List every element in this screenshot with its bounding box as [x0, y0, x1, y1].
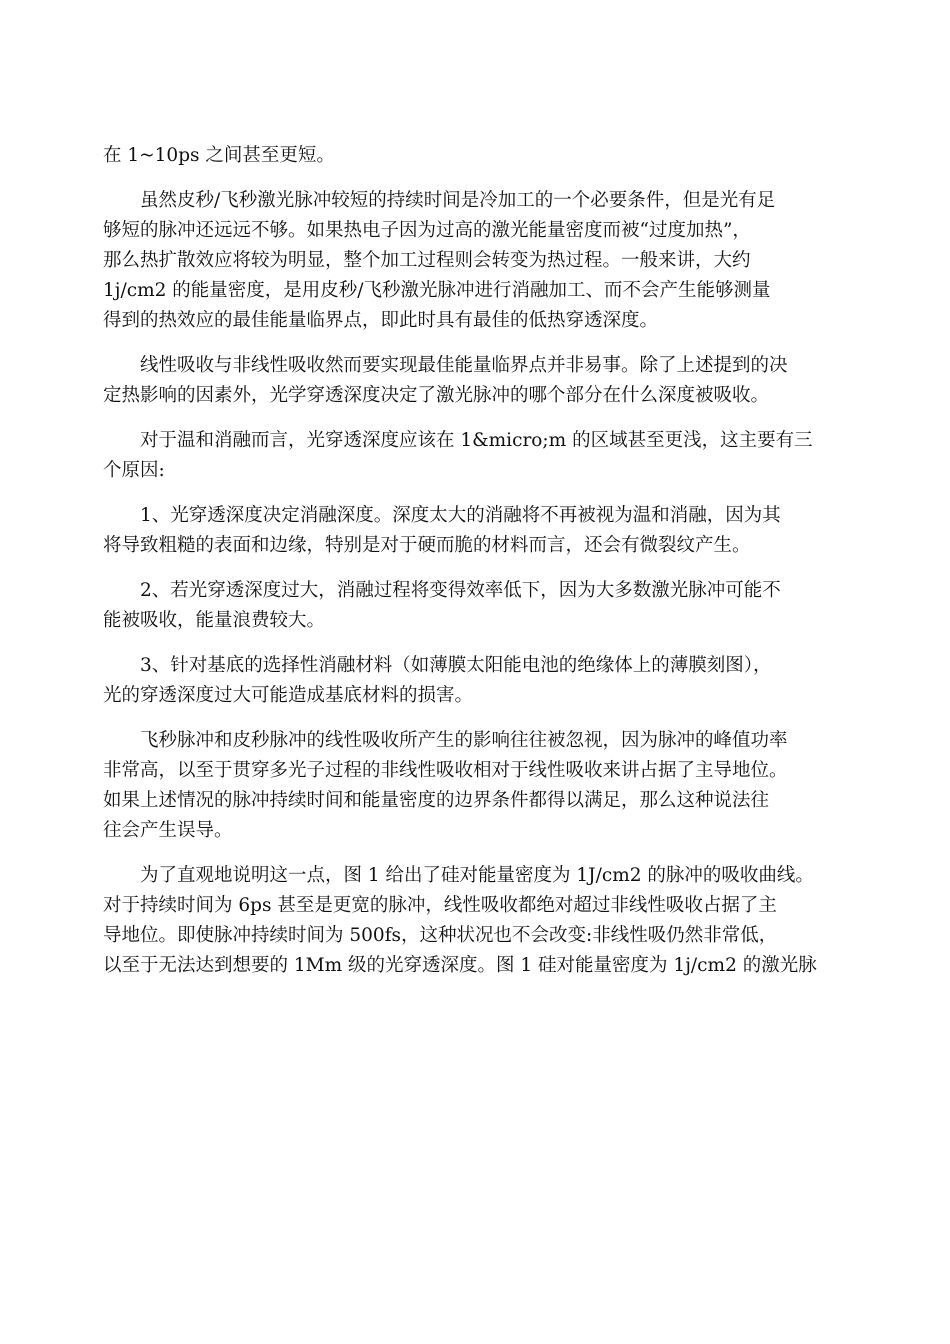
text-line: 得到的热效应的最佳能量临界点，即此时具有最佳的低热穿透深度。: [103, 310, 659, 331]
text-line: 飞秒脉冲和皮秒脉冲的线性吸收所产生的影响往往被忽视，因为脉冲的峰值功率: [140, 730, 788, 751]
text-line: 虽然皮秒/飞秒激光脉冲较短的持续时间是冷加工的一个必要条件，但是光有足: [140, 190, 776, 211]
text-line: 能被吸收，能量浪费较大。: [103, 610, 326, 631]
text-line: 线性吸收与非线性吸收然而要实现最佳能量临界点并非易事。除了上述提到的决: [140, 355, 788, 376]
text-line: 光的穿透深度过大可能造成基底材料的损害。: [103, 685, 474, 706]
text-line: 够短的脉冲还远远不够。如果热电子因为过高的激光能量密度而被“过度加热”，: [103, 220, 751, 241]
paragraph: [103, 186, 853, 336]
text-line: 将导致粗糙的表面和边缘，特别是对于硬而脆的材料而言，还会有微裂纹产生。: [103, 535, 751, 556]
paragraph: [103, 576, 853, 636]
text-line: 在 1~10ps 之间甚至更短。: [103, 145, 335, 166]
paragraph: [103, 651, 853, 711]
text-line: 导地位。即使脉冲持续时间为 500fs，这种状况也不会改变:非线性吸仍然非常低，: [103, 925, 778, 946]
text-line: 以至于无法达到想要的 1Mm 级的光穿透深度。图 1 硅对能量密度为 1j/cm2 的激光脉: [103, 955, 817, 976]
document-body: [103, 141, 853, 981]
paragraph: [103, 426, 853, 486]
paragraph: [103, 351, 853, 411]
text-line: 为了直观地说明这一点，图 1 给出了硅对能量密度为 1J/cm2 的脉冲的吸收曲线。: [140, 865, 814, 886]
text-line: 往会产生误导。: [103, 820, 233, 841]
text-line: 对于温和消融而言，光穿透深度应该在 1&micro;m 的区域甚至更浅，这主要有三: [140, 430, 813, 451]
text-line: 非常高，以至于贯穿多光子过程的非线性吸收相对于线性吸收来讲占据了主导地位。: [103, 760, 788, 781]
paragraph: [103, 501, 853, 561]
text-line: 1、光穿透深度决定消融深度。深度太大的消融将不再被视为温和消融，因为其: [140, 505, 781, 526]
text-line: 如果上述情况的脉冲持续时间和能量密度的边界条件都得以满足，那么这种说法往: [103, 790, 770, 811]
text-line: 3、针对基底的选择性消融材料（如薄膜太阳能电池的绝缘体上的薄膜刻图），: [140, 655, 772, 676]
paragraph: [103, 141, 853, 171]
text-line: 对于持续时间为 6ps 甚至是更宽的脉冲，线性吸收都绝对超过非线性吸收占据了主: [103, 895, 777, 916]
text-line: 1j/cm2 的能量密度，是用皮秒/飞秒激光脉冲进行消融加工、而不会产生能够测量: [103, 280, 771, 301]
text-line: 定热影响的因素外，光学穿透深度决定了激光脉冲的哪个部分在什么深度被吸收。: [103, 385, 770, 406]
paragraph: [103, 726, 853, 846]
text-line: 个原因:: [103, 460, 165, 481]
text-line: 那么热扩散效应将较为明显，整个加工过程则会转变为热过程。一般来讲，大约: [103, 250, 751, 271]
paragraph: [103, 861, 853, 981]
text-line: 2、若光穿透深度过大，消融过程将变得效率低下，因为大多数激光脉冲可能不: [140, 580, 781, 601]
